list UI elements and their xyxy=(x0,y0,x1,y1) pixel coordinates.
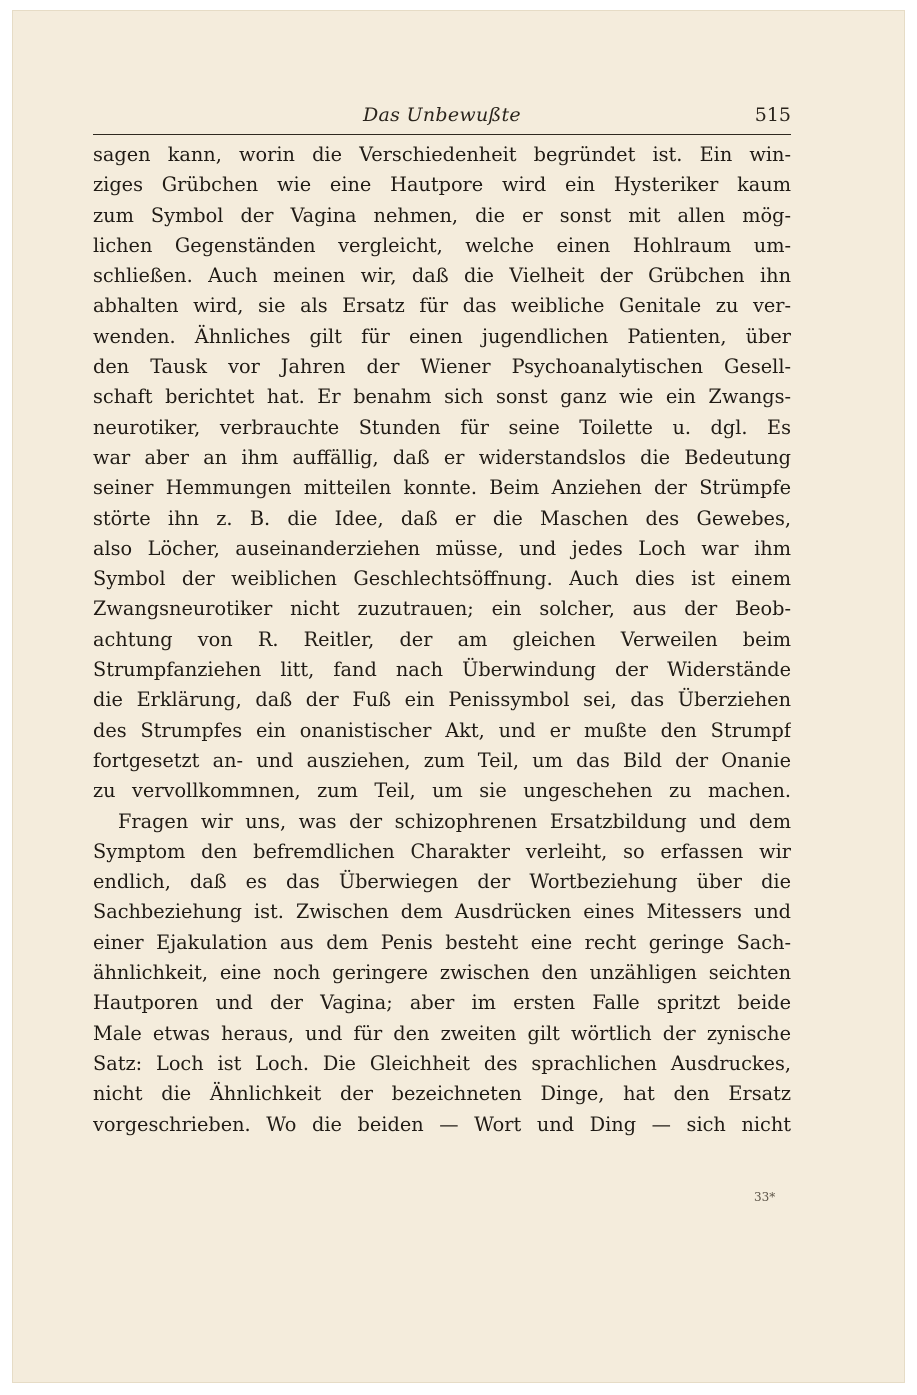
text-line: neurotiker, verbrauchte Stunden für seine Toilette u. dgl. Es xyxy=(93,415,791,439)
text-line: nicht die Ähnlichkeit der bezeichneten Dinge, hat den Ersatz xyxy=(93,1082,791,1106)
text-line: Sachbeziehung ist. Zwischen dem Ausdrücken eines Mitessers und xyxy=(93,900,791,924)
text-line: die Erklärung, daß der Fuß ein Penissymbol sei, das Überziehen xyxy=(93,688,791,712)
text-line: des Strumpfes ein onanistischer Akt, und er mußte den Strumpf xyxy=(93,718,791,742)
text-line: fortgesetzt an- und ausziehen, zum Teil, um das Bild der Onanie xyxy=(93,748,791,772)
text-line: lichen Gegenständen vergleicht, welche einen Hohlraum um- xyxy=(93,233,791,257)
text-line: ziges Grübchen wie eine Hautpore wird ein Hysteriker kaum xyxy=(93,173,791,197)
signature-mark: 33* xyxy=(754,1190,776,1204)
text-line: schaft berichtet hat. Er benahm sich sonst ganz wie ein Zwangs- xyxy=(93,385,791,409)
text-line: Hautporen und der Vagina; aber im ersten Falle spritzt beide xyxy=(93,991,791,1015)
text-line: Strumpfanziehen litt, fand nach Überwindung der Widerstände xyxy=(93,658,791,682)
text-line: zu vervollkommnen, zum Teil, um sie ungeschehen zu machen. xyxy=(93,779,791,803)
text-line: Symptom den befremdlichen Charakter verleiht, so erfassen wir xyxy=(93,839,791,863)
text-line: zum Symbol der Vagina nehmen, die er sonst mit allen mög- xyxy=(93,203,791,227)
text-line: Satz: Loch ist Loch. Die Gleichheit des sprachlichen Ausdruckes, xyxy=(93,1051,791,1075)
text-line: Zwangsneurotiker nicht zuzutrauen; ein solcher, aus der Beob- xyxy=(93,597,791,621)
text-line: endlich, daß es das Überwiegen der Wortbeziehung über die xyxy=(93,870,791,894)
page-number: 515 xyxy=(754,104,791,126)
text-line: war aber an ihm auffällig, daß er widerstandslos die Bedeutung xyxy=(93,445,791,469)
text-line: vorgeschrieben. Wo die beiden — Wort und Ding — sich nicht xyxy=(93,1112,791,1136)
text-line: schließen. Auch meinen wir, daß die Vielheit der Grübchen ihn xyxy=(93,264,791,288)
text-line: abhalten wird, sie als Ersatz für das weibliche Genitale zu ver- xyxy=(93,294,791,318)
text-line: wenden. Ähnliches gilt für einen jugendlichen Patienten, über xyxy=(93,324,791,348)
running-header xyxy=(93,100,791,130)
paragraph-first-line: Fragen wir uns, was der schizophrenen Ersatzbildung und dem xyxy=(118,809,791,833)
text-line: Male etwas heraus, und für den zweiten gilt wörtlich der zynische xyxy=(93,1021,791,1045)
text-line: Symbol der weiblichen Geschlechtsöffnung. Auch dies ist einem xyxy=(93,567,791,591)
body-text xyxy=(93,140,791,1140)
text-line: seiner Hemmungen mitteilen konnte. Beim Anziehen der Strümpfe xyxy=(93,476,791,500)
text-line: den Tausk vor Jahren der Wiener Psychoanalytischen Gesell- xyxy=(93,355,791,379)
text-line: ähnlichkeit, eine noch geringere zwischen den unzähligen seichten xyxy=(93,961,791,985)
running-title: Das Unbewußte xyxy=(363,104,521,126)
text-line: achtung von R. Reitler, der am gleichen Verweilen beim xyxy=(93,627,791,651)
header-rule xyxy=(93,134,791,135)
text-line: sagen kann, worin die Verschiedenheit begründet ist. Ein win- xyxy=(93,143,791,166)
text-line: störte ihn z. B. die Idee, daß er die Maschen des Gewebes, xyxy=(93,506,791,530)
text-line: also Löcher, auseinanderziehen müsse, und jedes Loch war ihm xyxy=(93,536,791,560)
text-line: einer Ejakulation aus dem Penis besteht eine recht geringe Sach- xyxy=(93,930,791,954)
